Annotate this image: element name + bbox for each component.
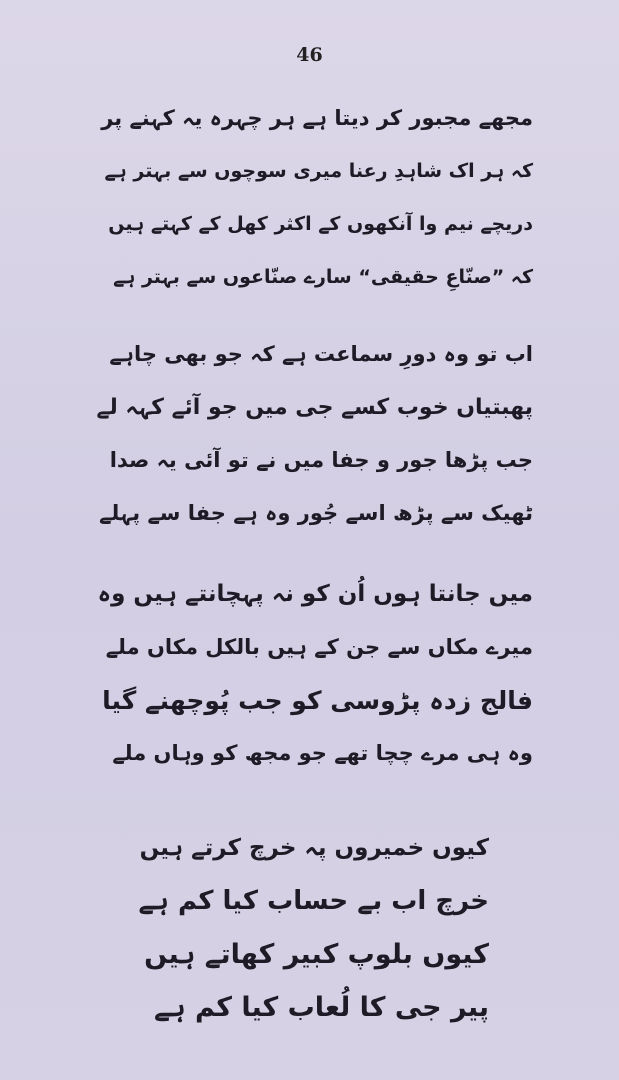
verse-line: میرے مکاں سے جن کے ہیں بالکل مکاں ملے (105, 635, 533, 659)
verse-line: میں جانتا ہوں اُن کو نہ پہچانتے ہیں وہ (97, 581, 533, 607)
verse-line: پیر جی کا لُعاب کیا کم ہے (154, 992, 489, 1023)
verse-line: فالج زدہ پڑوسی کو جب پُوچھنے گیا (102, 686, 533, 715)
verse-line: ٹھیک سے پڑھ اسے جُور وہ ہے جفا سے پہلے (99, 501, 533, 525)
verse-line: پھبتیاں خوب کسے جی میں جو آئے کہہ لے (96, 395, 533, 420)
page-number: 46 (296, 44, 323, 66)
stanza-4 (129, 822, 489, 1034)
verse-line: مجھے مجبور کر دیتا ہے ہر چہرہ یہ کہنے پر (101, 106, 533, 130)
verse-line: کیوں بلوپ کبیر کھاتے ہیں (144, 939, 489, 970)
verse-line: خرچ اب بے حساب کیا کم ہے (138, 886, 489, 916)
stanza-1 (93, 92, 533, 304)
verse-line: کیوں خمیروں پہ خرچ کرتے ہیں (139, 835, 489, 861)
stanza-3 (93, 568, 533, 780)
verse-line: دریچے نیم وا آنکھوں کے اکثر کھل کے کہتے ہیں (108, 213, 533, 235)
verse-line: کہ ”صنّاعِ حقیقی“ سارے صنّاعوں سے بہتر ہے (113, 266, 533, 288)
verse-line: اب تو وہ دورِ سماعت ہے کہ جو بھی چاہے (109, 342, 533, 366)
verse-line: وہ ہی مرے چچا تھے جو مجھ کو وہاں ملے (112, 741, 533, 765)
verse-line: کہ ہر اک شاہدِ رعنا میری سوچوں سے بہتر ہے (104, 160, 533, 182)
verse-line: جب پڑھا جور و جفا میں نے تو آئی یہ صدا (109, 448, 533, 472)
stanza-2 (93, 328, 533, 540)
